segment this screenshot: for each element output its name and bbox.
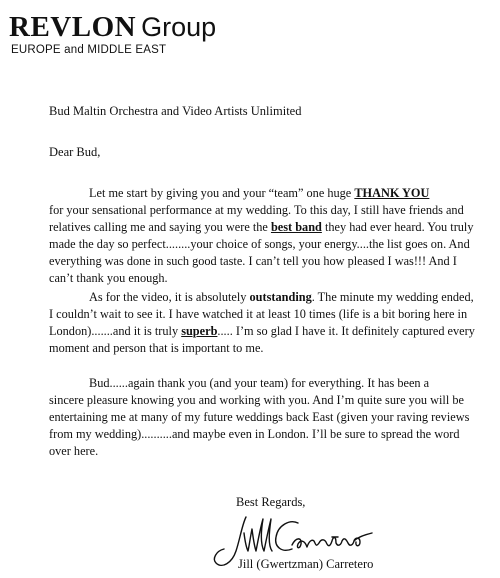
closing: Best Regards,	[236, 495, 306, 509]
emphasis-thank-you: THANK YOU	[354, 186, 430, 200]
paragraph-line: sincere pleasure knowing you and working with you. And I’m quite sure you will be	[49, 393, 464, 407]
paragraph-line	[49, 289, 489, 306]
text-run: As for the video, it is absolutely	[89, 290, 250, 304]
paragraph-closing	[49, 375, 489, 460]
text-run: . The minute my wedding ended,	[311, 290, 474, 304]
paragraph-video	[49, 289, 489, 357]
text-run: they had ever heard. You truly	[321, 220, 474, 234]
company-logo	[9, 13, 309, 42]
paragraph-line: over here.	[49, 444, 99, 458]
paragraph-line	[49, 185, 489, 202]
paragraph-line: from my wedding)..........and maybe even in London. I’ll be sure to spread the word	[49, 427, 460, 441]
paragraph-line: everything was done in such good taste. I can’t tell you how pleased I was!!! And I	[49, 254, 457, 268]
text-run: relatives calling me and saying you were the	[49, 220, 271, 234]
paragraph-line: I couldn’t wait to see it. I have watched it at least 10 times (life is a bit boring here in	[49, 307, 468, 321]
recipient: Bud Maltin Orchestra and Video Artists Unlimited	[49, 104, 302, 118]
paragraph-line	[49, 323, 489, 340]
paragraph-line: moment and person that is important to me.	[49, 341, 264, 355]
text-run: Let me start by giving you and your “team” one huge	[89, 186, 355, 200]
emphasis-superb: superb	[181, 324, 218, 338]
brand-name: REVLON	[9, 11, 137, 43]
emphasis-outstanding: outstanding	[249, 290, 312, 304]
text-run: ..... I’m so glad I have it. It definitely captured every	[217, 324, 475, 338]
paragraph-thanks	[49, 185, 489, 287]
text-run: Bud......again thank you (and your team) for everything. It has been a	[89, 376, 430, 390]
brand-region: EUROPE and MIDDLE EAST	[11, 44, 167, 56]
paragraph-line	[49, 219, 489, 236]
paragraph-line	[49, 375, 489, 392]
paragraph-line: can’t thank you enough.	[49, 271, 168, 285]
brand-group: Group	[141, 12, 217, 42]
paragraph-line: for your sensational performance at my wedding. To this day, I still have friends and	[49, 203, 464, 217]
emphasis-best-band: best band	[270, 220, 322, 234]
paragraph-line: made the day so perfect........your choice of songs, your energy....the list goes on. And	[49, 237, 470, 251]
paragraph-line: entertaining me at many of my future weddings back East (given your raving reviews	[49, 410, 470, 424]
salutation: Dear Bud,	[49, 145, 101, 159]
signer-name: Jill (Gwertzman) Carretero	[238, 557, 374, 571]
text-run: London).......and it is truly	[49, 324, 182, 338]
letterhead	[9, 13, 309, 56]
